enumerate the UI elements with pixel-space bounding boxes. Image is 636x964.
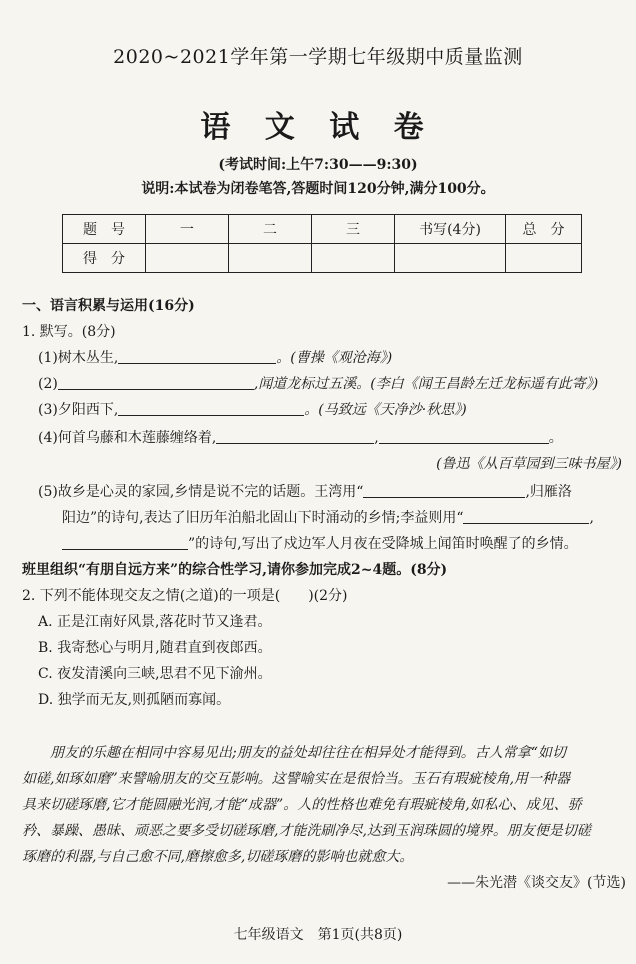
- score-header-cell: 书写(4分): [395, 215, 506, 244]
- question-1-item-1: [38, 348, 392, 368]
- subject-title: 语 文 试 卷: [200, 110, 436, 145]
- answer-blank[interactable]: [118, 349, 276, 364]
- question-1-item-5-line-3: [62, 534, 578, 554]
- item-text: 。: [548, 430, 563, 446]
- page-footer: 七年级语文 第1页(共8页): [233, 927, 403, 943]
- passage-source: ——朱光潜《谈交友》(节选): [447, 875, 626, 891]
- exam-time: (考试时间:上午7:30——9:30): [218, 157, 418, 173]
- question-1-item-5-line-1: [38, 482, 572, 502]
- item-text: (3)夕阳西下,: [38, 402, 119, 418]
- question-1-item-4: [38, 428, 563, 448]
- item-text: 阳边”的诗句,表达了旧历年泊船北固山下时涌动的乡情;李益则用“: [62, 510, 464, 526]
- question-1-item-2: [38, 374, 598, 394]
- answer-blank[interactable]: [62, 535, 188, 550]
- reading-passage: [22, 740, 628, 870]
- passage-line: 琢磨的利器,与自己愈不同,磨擦愈多,切磋琢磨的影响也就愈大。: [22, 849, 414, 865]
- score-cell[interactable]: [229, 244, 312, 273]
- activity-intro: 班里组织“有朋自远方来”的综合性学习,请你参加完成2~4题。(8分): [22, 562, 448, 578]
- question-1-item-4-source: (鲁迅《从百草园到三味书屋》): [436, 456, 622, 472]
- passage-line: 朋友的乐趣在相同中容易见出;朋友的益处却往往在相异处才能得到。古人常拿“如切: [22, 745, 566, 761]
- passage-line: 具来切磋琢磨,它才能圆融光润,才能“成器”。人的性格也难免有瑕疵棱角,如私心、成见、骄: [22, 797, 582, 813]
- passage-line: 如磋,如琢如磨”来譬喻朋友的交互影响。这譬喻实在是很恰当。玉石有瑕疵棱角,用一种器: [22, 771, 571, 787]
- item-text: ,归雁洛: [525, 484, 572, 500]
- score-header-cell: 总 分: [506, 215, 582, 244]
- item-text: (1)树木丛生,: [38, 350, 119, 366]
- answer-blank[interactable]: [379, 429, 549, 444]
- score-header-cell: 三: [312, 215, 395, 244]
- section-title: 一、语言积累与运用(16分): [22, 298, 195, 314]
- score-table-score-row: [63, 244, 582, 273]
- item-text: (2): [38, 376, 58, 392]
- score-table: [62, 214, 582, 273]
- question-1-item-5-line-2: 阳边”的诗句,表达了旧历年泊船北固山下时涌动的乡情;李益则用“ ,: [62, 510, 594, 526]
- item-text: ,: [374, 430, 379, 446]
- score-cell[interactable]: [146, 244, 229, 273]
- answer-blank[interactable]: [463, 509, 589, 524]
- score-cell[interactable]: [312, 244, 395, 273]
- question-2-option-a[interactable]: A. 正是江南好风景,落花时节又逢君。: [38, 614, 272, 630]
- answer-blank[interactable]: [363, 483, 525, 498]
- question-1-stem: 1. 默写。(8分): [22, 324, 116, 340]
- passage-line: 矜、暴躁、愚昧、顽恶之要多受切磋琢磨,才能洗刷净尽,达到玉润珠圆的境界。朋友便是切磋: [22, 823, 591, 839]
- item-source: 。(曹操《观沧海》): [276, 350, 393, 366]
- score-header-cell: 一: [146, 215, 229, 244]
- score-table-header-row: [63, 215, 582, 244]
- score-header-cell: 二: [229, 215, 312, 244]
- answer-blank[interactable]: [216, 429, 374, 444]
- instructions: 说明:本试卷为闭卷笔答,答题时间120分钟,满分100分。: [141, 181, 495, 197]
- answer-blank[interactable]: [58, 375, 254, 390]
- question-2-option-c[interactable]: C. 夜发清溪向三峡,思君不见下渝州。: [38, 666, 272, 682]
- question-1-item-3: [38, 400, 467, 420]
- question-2-stem: 2. 下列不能体现交友之情(之道)的一项是( )(2分): [22, 588, 348, 604]
- score-row-label: 得 分: [63, 244, 146, 273]
- score-header-cell: 题 号: [63, 215, 146, 244]
- item-text: (4)何首乌藤和木莲藤缠络着,: [38, 430, 217, 446]
- item-source: 。(马致远《天净沙·秋思》): [304, 402, 467, 418]
- score-cell[interactable]: [506, 244, 582, 273]
- score-cell[interactable]: [395, 244, 506, 273]
- item-text: ”的诗句,写出了戍边军人月夜在受降城上闻笛时唤醒了的乡情。: [188, 536, 578, 552]
- item-source: ,闻道龙标过五溪。(李白《闻王昌龄左迁龙标遥有此寄》): [253, 376, 599, 392]
- question-2-option-b[interactable]: B. 我寄愁心与明月,随君直到夜郎西。: [38, 640, 272, 656]
- question-2-option-d[interactable]: D. 独学而无友,则孤陋而寡闻。: [38, 692, 231, 708]
- item-text: (5)故乡是心灵的家园,乡情是说不完的话题。王湾用“: [38, 484, 364, 500]
- answer-blank[interactable]: [118, 401, 304, 416]
- exam-title: 2020~2021学年第一学期七年级期中质量监测: [113, 46, 523, 68]
